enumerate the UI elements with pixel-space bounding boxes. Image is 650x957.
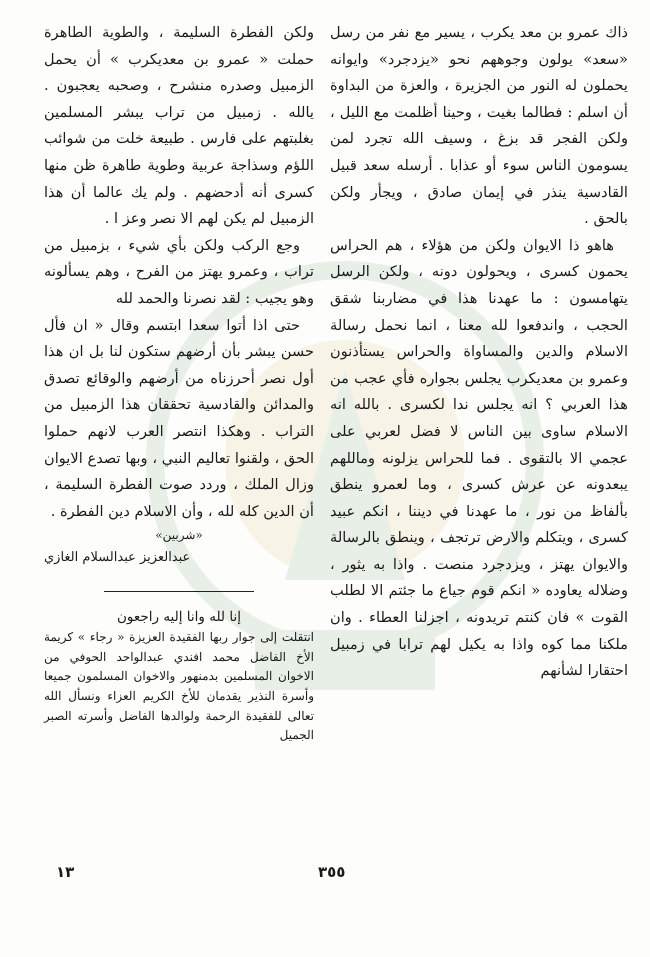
right-paragraph-2: هاهو ذا الايوان ولكن من هؤلاء ، هم الحراس يحمون كسرى ، ويحولون دونه ، ولكن الرسل يتهامسون : ما عهدنا هذا في مضاربنا شقق الحجب ، واندفعوا لله معنا ، انما نحمل رسالة الاسلام والدين والمساواة والحراس يستأذنون وعمرو بن معديكرب يجلس بجواره فأي عجب من هذا العربي ؟ انه يجلس ندا لكسرى . بالله انه الاسلام ساوى بين الناس لا فضل لعربي على عجمي الا بالتقوى . فما للحراس يزلونه وماللهم يبعدونه عن عرش كسرى ، وما لعمرو ينطق بألفاظ من نور ، ما عهدنا في ديننا ، انكم عبيد كسرى ، ويتكلم والارض ترتجف ، وينطق بالرسالة والايوان يهتز ، ويزدجرد منصت . واذا به يثور ، وضلاله يعاوده « انكم قوم جياع ما جئتم الا لطلب القوت » فان كنتم تريدونه ، اجزلنا العطاء . وان ملكنا مما كوه واذا به يكيل لهم ترابا في زمبيل احتقارا لشأنهم: [330, 236, 628, 680]
author-location: «شربين»: [155, 528, 203, 543]
left-paragraph-2: وجع الركب ولكن بأي شيء ، بزمبيل من تراب ، وعمرو يهتز من الفرح ، وهم يسألونه وهو يجيب : لقد نصرنا والحمد لله: [44, 236, 314, 307]
page-number-left: ١٣: [56, 863, 75, 881]
section-divider: [104, 591, 254, 592]
left-paragraph-3: حتى اذا أتوا سعدا ابتسم وقال « ان فأل حسن يبشر بأن أرضهم ستكون لنا بل ان هذا أول نصر أحرزناه من أرضهم والوقائع تصدق والمدائن والقادسية تحققان هذا الزمبيل من التراب . وهكذا انتصر العرب لانهم حملوا الحق ، ولقنوا تعاليم النبي ، وبها تصدع الايوان وزال الملك ، وردد صوت الفطرة السليمة ، أن الدين كله لله ، وأن الاسلام دين الفطرة .: [44, 316, 314, 520]
obituary-body: انتقلت إلى جوار ربها الفقيدة العزيزة « رجاء » كريمة الأخ الفاضل محمد افندي عبدالواحد الحوفي من الاخوان المسلمين بدمنهور والاخوان المسلمون جميعا وأسرة النذير يقدمان للأخ الكريم العزاء ونسأل الله تعالى للفقيدة الرحمة ولوالدها الفاضل وأسرته الصبر الجميل: [44, 630, 314, 743]
right-column: [330, 20, 628, 685]
right-paragraph-1: ذاك عمرو بن معد يكرب ، يسير مع نفر من رسل «سعد» يولون وجوههم نحو «يزدجرد» وايوانه يحملون له النور من الجزيرة ، والعزة من البداوة أن اسلم : فطالما بغيت ، وحينا أظلمت مع الليل ، ولكن الفجر قد بزغ ، وسيف الله تجرد لمن يسومون الناس سوء أو عذابا . أرسله سعد قبيل القادسية ينذر في إيمان صادق ، ويجأر ولكن بالحق .: [330, 24, 628, 228]
page-number-right: ٣٥٥: [318, 863, 346, 881]
author-signature: عبدالعزيز عبدالسلام الغازي: [44, 550, 191, 566]
obituary-title: إنا لله وانا إليه راجعون: [117, 609, 241, 626]
left-column: [44, 20, 314, 746]
left-paragraph-1: ولكن الفطرة السليمة ، والطوية الطاهرة حملت « عمرو بن معديكرب » أن يحمل الزمبيل وصدره منشرح ، وصحبه يعجبون . يالله . زمبيل من تراب يبشر المسلمين بغلبتهم على فارس . طبيعة خلت من شوائب اللؤم وسذاجة عربية وطوية طاهرة ظن منها كسرى أنه أدحضهم . ولم يك عالما أن هذا الزمبيل لم يكن لهم الا نصر وعز ا .: [44, 24, 314, 228]
